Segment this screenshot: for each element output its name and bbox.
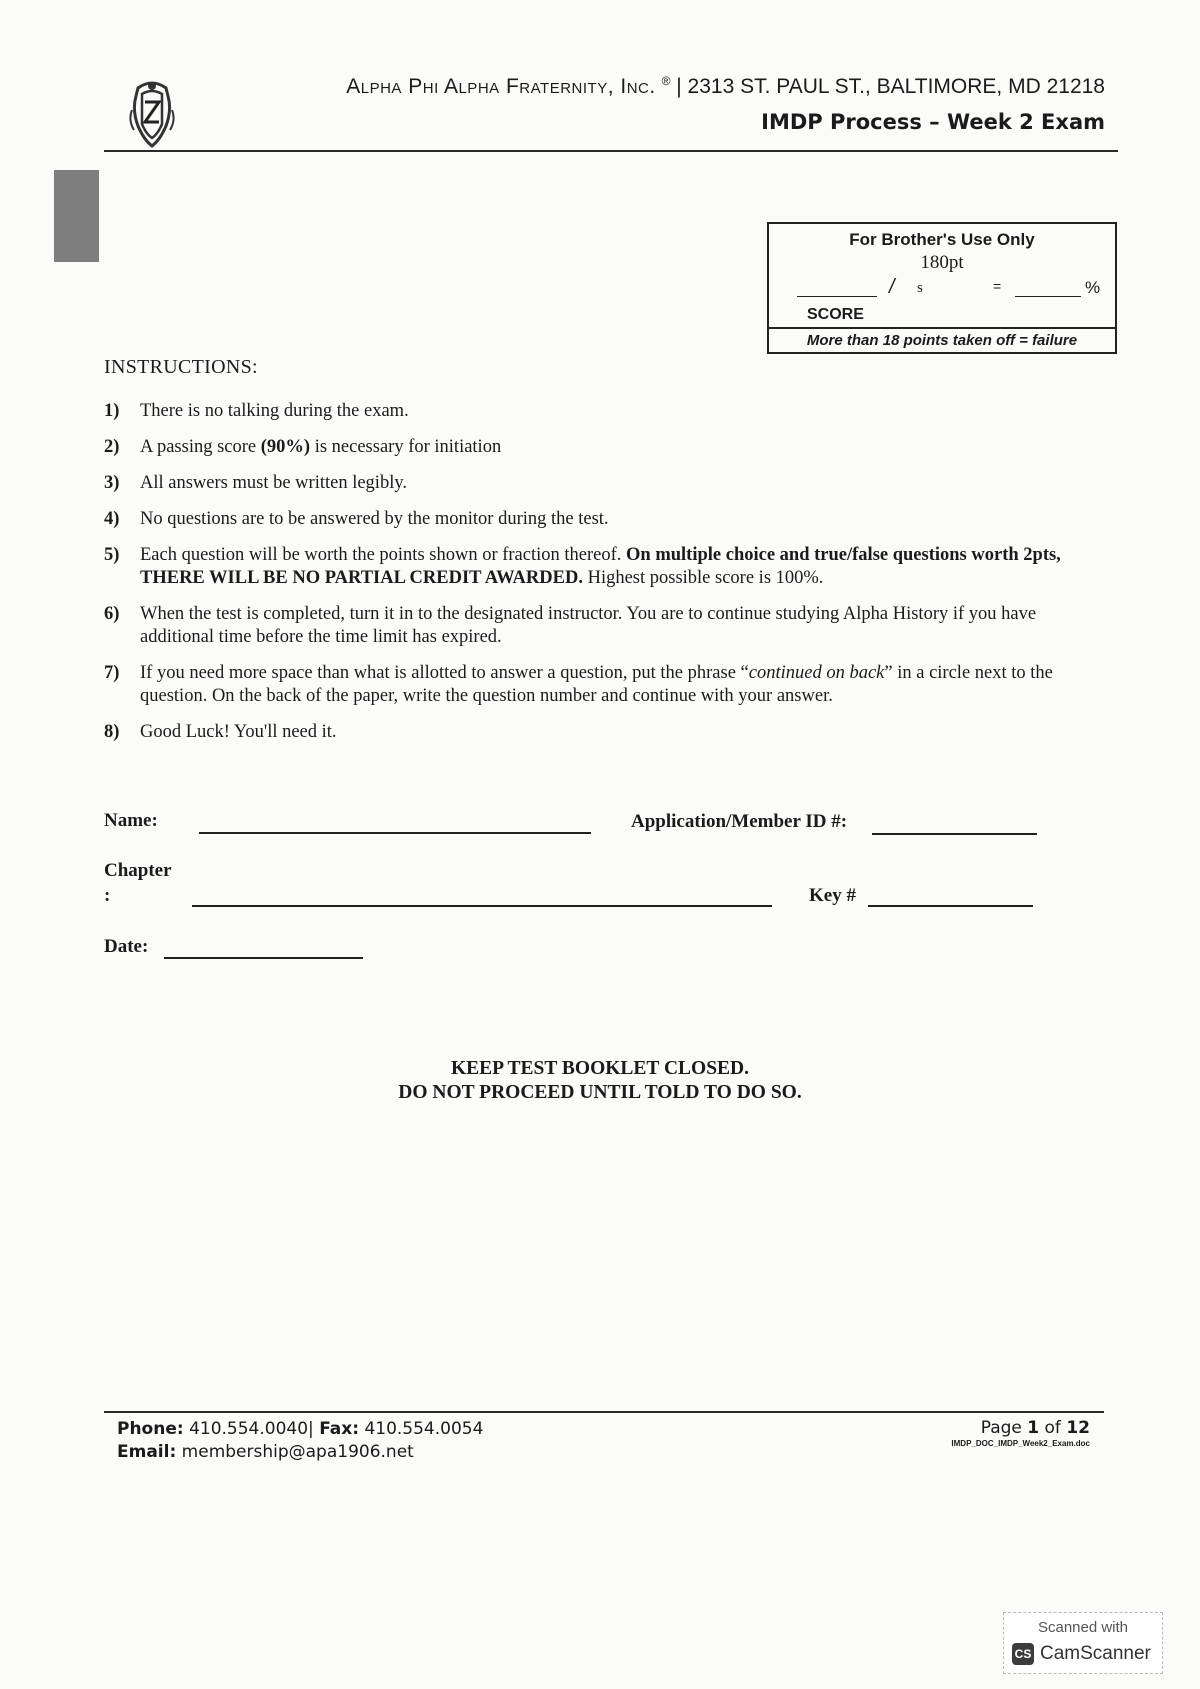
score-label: SCORE xyxy=(807,306,864,323)
document-filename: IMDP_DOC_IMDP_Week2_Exam.doc xyxy=(951,1439,1090,1448)
chapter-label: Chapter xyxy=(104,860,172,881)
score-slash: / xyxy=(889,276,895,298)
footer-contact xyxy=(117,1418,483,1464)
instruction-item xyxy=(104,662,1114,708)
member-id-field[interactable] xyxy=(872,833,1037,835)
page-current: 1 xyxy=(1027,1418,1040,1438)
score-box xyxy=(767,222,1117,354)
instruction-text: is necessary for initiation xyxy=(310,437,502,457)
footer-divider xyxy=(104,1411,1104,1413)
notice-line-1: KEEP TEST BOOKLET CLOSED. xyxy=(450,1058,750,1079)
percent-blank[interactable] xyxy=(1015,296,1081,297)
score-s: s xyxy=(917,280,923,296)
name-field[interactable] xyxy=(199,832,591,834)
failure-note: More than 18 points taken off = failure xyxy=(806,332,1078,349)
instruction-number: 1) xyxy=(104,401,120,421)
instruction-text: When the test is completed, turn it in to the designated instructor. You are to continue studying Alpha History if you have additional time before the time limit has expired. xyxy=(140,604,1037,647)
camscanner-name: CamScanner xyxy=(1040,1643,1151,1664)
fax-label: Fax: xyxy=(319,1419,360,1439)
instructions-list xyxy=(104,400,1114,757)
page-total: 12 xyxy=(1066,1418,1090,1438)
score-total-points: 180pt xyxy=(920,252,964,273)
key-label: Key # xyxy=(809,885,856,906)
instruction-number: 4) xyxy=(104,509,120,529)
instructions-title: INSTRUCTIONS: xyxy=(104,356,258,378)
instruction-item xyxy=(104,508,1114,531)
instruction-text: ” in a circle next to the question. On the back of the paper, write the question number and continue with your answer. xyxy=(140,663,1053,706)
instruction-text: Highest possible score is 100%. xyxy=(582,568,824,588)
chapter-colon: : xyxy=(104,885,111,906)
key-field[interactable] xyxy=(868,905,1033,907)
score-row xyxy=(797,276,1101,306)
instruction-number: 3) xyxy=(104,473,120,493)
percent-sign: % xyxy=(1085,278,1101,297)
instruction-bold: (90%) xyxy=(260,437,311,457)
instruction-text: A passing score xyxy=(140,437,261,457)
fax-number: 410.554.0054 xyxy=(364,1419,484,1439)
phone-label: Phone: xyxy=(117,1419,184,1439)
date-field[interactable] xyxy=(164,957,363,959)
date-label: Date: xyxy=(104,936,149,957)
instruction-text: Each question will be worth the points shown or fraction thereof. xyxy=(140,545,627,565)
instruction-item xyxy=(104,436,1114,459)
chapter-field[interactable] xyxy=(192,905,772,907)
name-label: Name: xyxy=(104,810,158,831)
instruction-number: 5) xyxy=(104,545,120,565)
scanned-with-text: Scanned with xyxy=(1037,1619,1129,1636)
footer-phone-line xyxy=(117,1418,483,1441)
score-box-title: For Brother's Use Only xyxy=(849,230,1035,249)
page-of: of xyxy=(1044,1418,1061,1438)
instruction-item xyxy=(104,544,1114,590)
instruction-item xyxy=(104,400,1114,423)
page-prefix: Page xyxy=(980,1418,1022,1438)
camscanner-badge xyxy=(1003,1612,1163,1674)
instruction-text: Good Luck! You'll need it. xyxy=(140,722,337,742)
instruction-text: All answers must be written legibly. xyxy=(140,473,408,493)
org-name: Alpha Phi Alpha Fraternity, Inc. xyxy=(346,75,656,98)
instruction-text: If you need more space than what is allotted to answer a question, put the phrase “ xyxy=(140,663,749,683)
instruction-number: 8) xyxy=(104,722,120,742)
header-divider xyxy=(104,150,1118,152)
instruction-text: No questions are to be answered by the monitor during the test. xyxy=(140,509,609,529)
instruction-number: 2) xyxy=(104,437,120,457)
phone-number: 410.554.0040| xyxy=(189,1419,314,1439)
instruction-item xyxy=(104,721,1114,744)
score-box-divider xyxy=(769,327,1115,329)
exam-title: IMDP Process – Week 2 Exam xyxy=(761,110,1105,134)
score-equals: = xyxy=(993,278,1002,294)
camscanner-logo-icon: CS xyxy=(1012,1643,1034,1665)
page-number xyxy=(800,1418,1090,1438)
instruction-item xyxy=(104,603,1114,649)
fraternity-crest-icon xyxy=(128,80,176,148)
scan-mark xyxy=(54,170,99,262)
score-blank[interactable] xyxy=(797,296,877,297)
instruction-number: 6) xyxy=(104,604,120,624)
instruction-item xyxy=(104,472,1114,495)
email-address: membership@apa1906.net xyxy=(181,1442,414,1462)
registered-mark: ® xyxy=(661,74,671,88)
instruction-italic: continued on back xyxy=(748,663,885,683)
notice-line-2: DO NOT PROCEED UNTIL TOLD TO DO SO. xyxy=(398,1082,802,1103)
instruction-bold: On multiple choice and true/false questions worth 2pts, THERE WILL BE NO PARTIAL CREDIT AWARDED. xyxy=(140,545,1061,588)
member-id-label: Application/Member ID #: xyxy=(631,811,848,832)
header-org-address xyxy=(330,74,1105,99)
org-address: | 2313 ST. PAUL ST., BALTIMORE, MD 21218 xyxy=(676,75,1105,98)
instruction-text: There is no talking during the exam. xyxy=(140,401,409,421)
footer-email-line xyxy=(117,1441,483,1464)
email-label: Email: xyxy=(117,1442,177,1462)
instruction-number: 7) xyxy=(104,663,120,683)
